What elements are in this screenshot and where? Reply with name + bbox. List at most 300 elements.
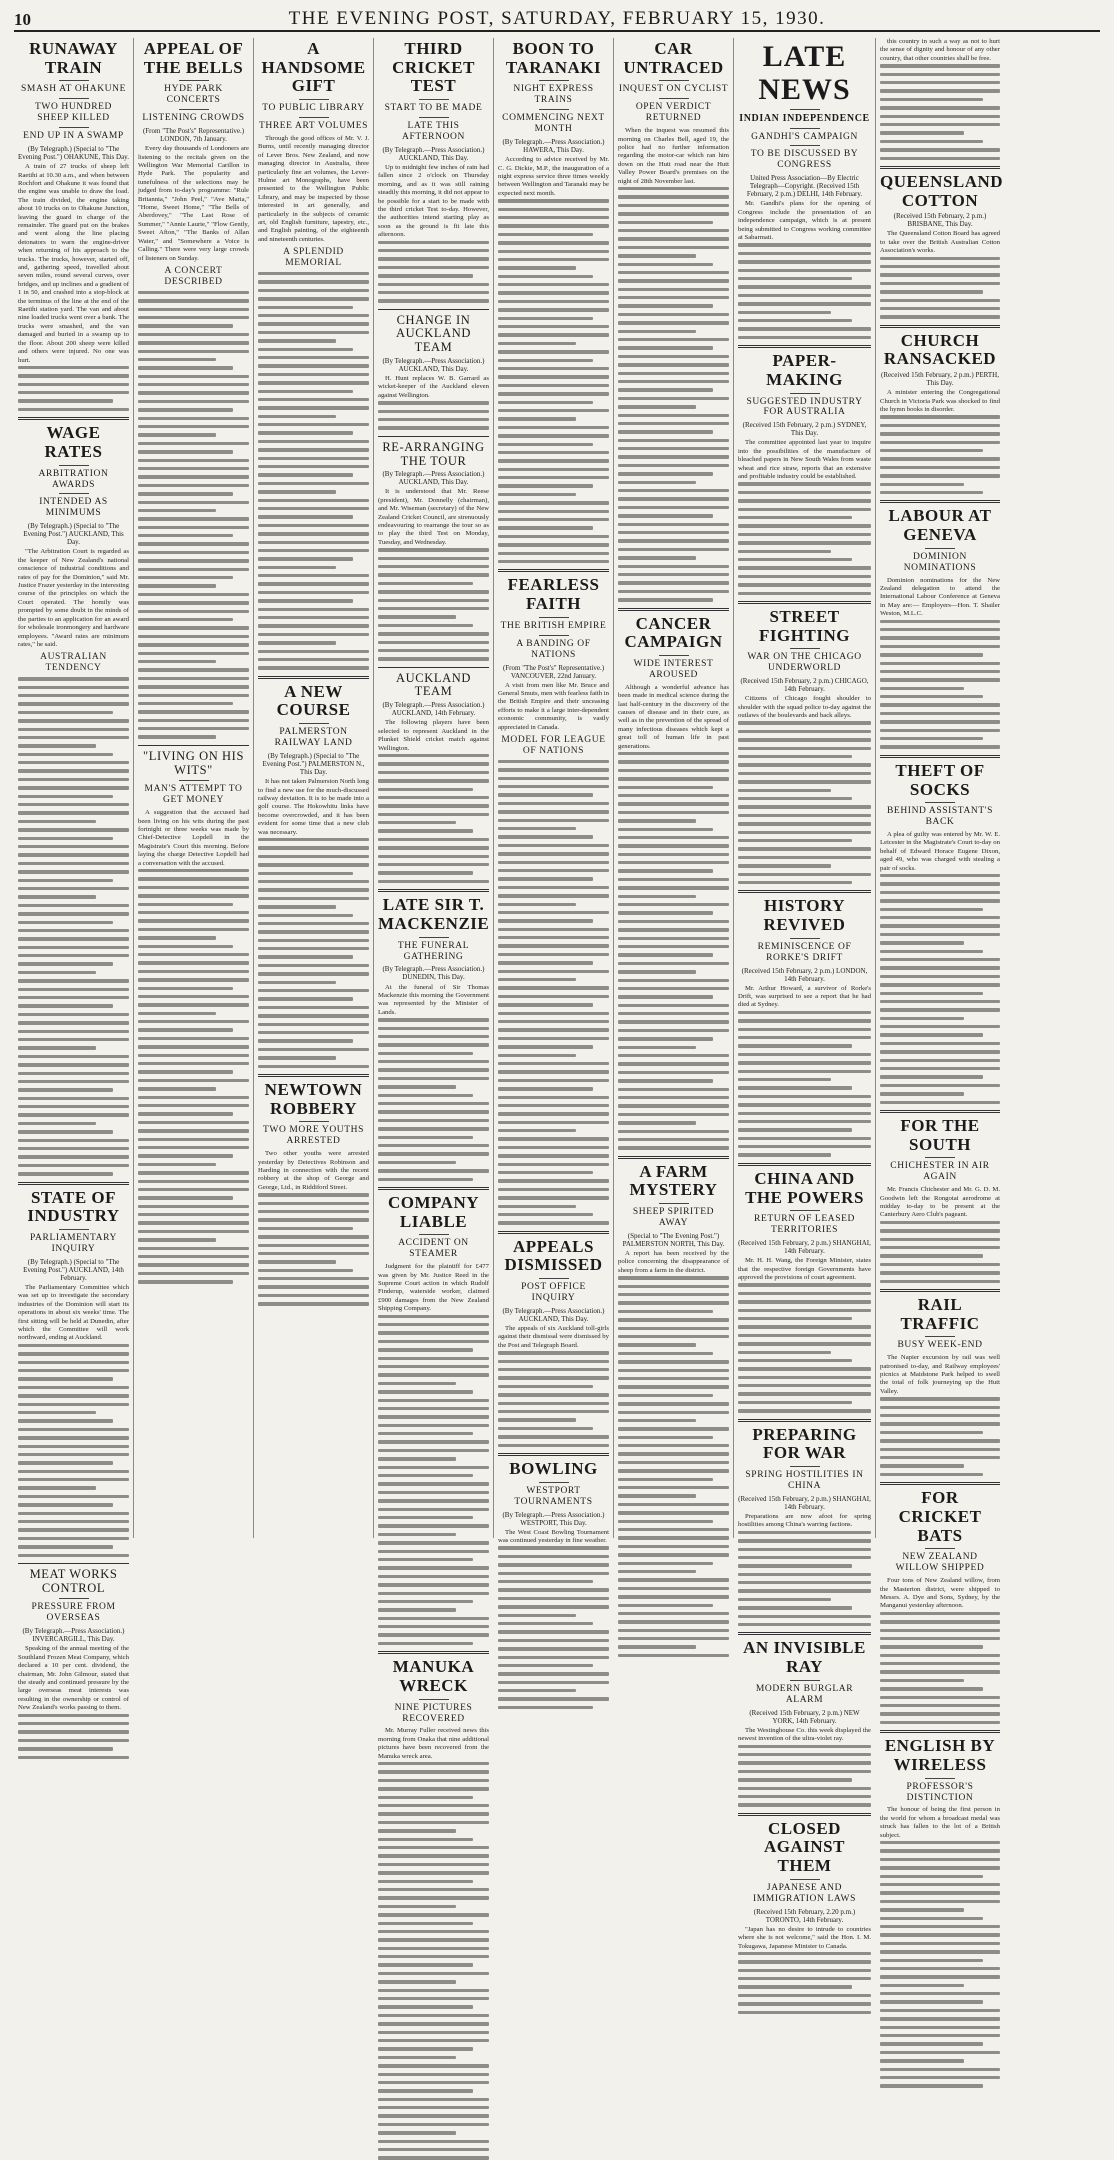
text-line (880, 1908, 964, 1911)
article-text: The Westinghouse Co. this week displayed the newest invention of the ultra-violet ray. (738, 1726, 871, 1743)
text-line (618, 1587, 729, 1590)
text-line (258, 482, 369, 485)
text-line (498, 1605, 609, 1608)
text-line (618, 1452, 729, 1455)
article-body (618, 684, 729, 1150)
text-line (18, 1063, 129, 1066)
article-divider (880, 500, 1000, 503)
text-line (378, 1060, 489, 1063)
text-line (498, 827, 576, 830)
text-line (618, 1335, 729, 1338)
article-subheading: THREE ART VOLUMES (258, 120, 369, 131)
text-line (18, 744, 96, 747)
text-line (498, 1037, 609, 1040)
text-line (618, 853, 729, 856)
text-line (618, 1385, 729, 1388)
text-line (138, 559, 249, 562)
text-line (258, 972, 369, 975)
text-line (498, 459, 609, 462)
text-line (498, 944, 609, 947)
text-line (378, 1558, 473, 1561)
text-line (618, 1293, 729, 1296)
text-line (618, 388, 713, 391)
text-line (738, 327, 871, 330)
text-line (880, 1858, 1000, 1861)
text-line (138, 660, 216, 663)
text-line (378, 1399, 489, 1402)
text-line (880, 1448, 1000, 1451)
article-subheading: OPEN VERDICT RETURNED (635, 102, 712, 124)
text-line (498, 1171, 593, 1174)
text-line (258, 608, 369, 611)
text-line (880, 131, 964, 134)
text-line (378, 1085, 456, 1088)
text-line (258, 922, 369, 925)
text-line (618, 1436, 713, 1439)
text-line (880, 620, 1000, 623)
text-line (498, 1376, 609, 1379)
text-line (258, 624, 369, 627)
text-line (378, 1575, 489, 1578)
text-line (498, 1614, 576, 1617)
article (498, 1231, 609, 1447)
text-line (880, 1422, 1000, 1425)
text-line (880, 257, 1000, 260)
text-line (880, 1092, 964, 1095)
text-line (258, 515, 353, 518)
article-subheading: ARBITRATION AWARDS (38, 468, 109, 490)
text-line (18, 1419, 113, 1422)
text-line (618, 506, 729, 509)
text-line (378, 1068, 489, 1071)
text-line (738, 747, 871, 750)
text-line (880, 695, 983, 698)
text-line (880, 1271, 1000, 1274)
text-line (378, 1407, 489, 1410)
text-line (738, 1317, 852, 1320)
text-line (258, 457, 369, 460)
text-line (618, 1595, 729, 1598)
text-line (880, 1933, 1000, 1936)
text-line (258, 465, 369, 468)
article (738, 345, 871, 595)
text-line (738, 1589, 871, 1592)
text-line (138, 710, 249, 713)
text-line (498, 510, 609, 513)
text-line (498, 869, 609, 872)
text-line (18, 1470, 129, 1473)
text-line (378, 401, 489, 404)
article-dateline: (By Telegraph.—Press Association.) AUCKLAND, This Day. (382, 470, 485, 487)
article-text: The Napier excursion by rail was well patronised to-day, and Railway employees' picnics at Maidstone Park helped to swell the total of folk journeying up the Hutt Valley. (880, 1354, 1000, 1395)
masthead (14, 0, 1100, 32)
text-line (138, 953, 249, 956)
text-line (880, 81, 1000, 84)
text-line (138, 1154, 233, 1157)
text-line (738, 277, 852, 280)
text-line (498, 1351, 609, 1354)
text-line (378, 1340, 489, 1343)
article-body (880, 1577, 1000, 1724)
text-line (378, 1152, 489, 1155)
page-number: 10 (14, 10, 31, 29)
text-line (880, 1866, 1000, 1869)
article-subheading: INQUEST ON CYCLIST (618, 84, 729, 95)
text-line (498, 434, 609, 437)
text-line (738, 583, 871, 586)
text-line (880, 449, 983, 452)
text-line (618, 514, 713, 517)
text-line (880, 2017, 1000, 2020)
text-line (498, 535, 609, 538)
text-line (618, 237, 729, 240)
text-line (258, 1285, 369, 1288)
text-line (618, 1301, 729, 1304)
text-line (138, 610, 249, 613)
text-line (618, 802, 729, 805)
article-divider (880, 325, 1000, 328)
text-line (498, 986, 609, 989)
text-line (880, 1238, 1000, 1241)
text-line (738, 1112, 871, 1115)
text-line (618, 945, 729, 948)
text-line (738, 558, 852, 561)
article-subheading: SMASH AT OHAKUNE (21, 84, 126, 95)
text-line (880, 966, 1000, 969)
article-text: The committee appointed last year to inquire into the possibilities of the manufacture of bleached papers in New South Wales from waste wheat and rice straw, reports that an extensive and profitable industry could be established. (738, 439, 871, 481)
text-line (880, 899, 1000, 902)
text-line (378, 1491, 489, 1494)
text-line (880, 983, 1000, 986)
article-subheading: PARLIAMENTARY INQUIRY (30, 1232, 117, 1254)
article-divider (880, 1730, 1000, 1733)
text-line (18, 1520, 129, 1523)
text-line (880, 1875, 983, 1878)
text-line (498, 1062, 609, 1065)
text-line (378, 1989, 489, 1992)
column-4 (374, 38, 494, 1760)
text-line (18, 1055, 129, 1058)
article-body (18, 1284, 129, 1557)
text-line (498, 1146, 609, 1149)
text-line (738, 1803, 871, 1806)
text-line (618, 760, 729, 763)
article-subheading: NIGHT EXPRESS TRAINS (513, 84, 594, 106)
text-line (738, 533, 871, 536)
article-divider (18, 1182, 129, 1185)
text-line (880, 273, 1000, 276)
text-line (618, 1394, 713, 1397)
text-line (378, 1812, 489, 1815)
text-line (618, 895, 696, 898)
text-line (498, 1121, 609, 1124)
text-line (18, 1130, 113, 1133)
text-line (738, 755, 852, 758)
text-line (258, 473, 353, 476)
text-line (738, 1581, 871, 1584)
text-line (138, 1070, 233, 1073)
text-line (18, 753, 113, 756)
text-line (138, 694, 249, 697)
text-line (138, 333, 249, 336)
text-line (738, 1778, 852, 1781)
article-divider (880, 1289, 1000, 1292)
text-line (498, 1555, 609, 1558)
text-line (738, 1359, 852, 1362)
article-subheading: PRESSURE FROM OVERSEAS (31, 1602, 116, 1624)
article-headline: CAR UNTRACED (623, 39, 724, 77)
text-line (498, 526, 593, 529)
article (258, 1074, 369, 1306)
text-line (618, 1285, 729, 1288)
article-subheading: SUGGESTED INDUSTRY FOR AUSTRALIA (746, 396, 863, 418)
text-line (738, 269, 871, 272)
article-divider (498, 1453, 609, 1456)
text-line (738, 789, 831, 792)
text-line (880, 1620, 1000, 1623)
text-line (18, 979, 129, 982)
text-line (618, 556, 696, 559)
text-line (18, 1072, 129, 1075)
article-dateline: (Received 15th February, 2.20 p.m.) TORONTO, 14th February. (753, 1907, 856, 1924)
text-line (880, 140, 983, 143)
text-line (498, 1104, 609, 1107)
text-line (880, 653, 983, 656)
text-line (498, 325, 609, 328)
text-line (18, 988, 129, 991)
text-line (618, 279, 729, 282)
text-line (498, 1656, 609, 1659)
article-dateline: (By Telegraph.—Press Association.) WESTPORT, This Day. (502, 1510, 605, 1527)
text-line (378, 1779, 489, 1782)
text-line (138, 408, 233, 411)
article-dateline: (By Telegraph.) (Special to "The Evening Post.") OHAKUNE, This Day. (18, 145, 129, 162)
text-line (18, 1164, 129, 1167)
text-line (618, 869, 713, 872)
article-body (738, 1926, 871, 2014)
text-line (498, 919, 593, 922)
text-line (18, 778, 129, 781)
text-line (378, 1043, 489, 1046)
text-line (880, 1067, 1000, 1070)
text-line (738, 1283, 871, 1286)
text-line (498, 224, 609, 227)
text-line (378, 1642, 473, 1645)
text-line (618, 565, 729, 568)
text-line (18, 1714, 129, 1717)
text-line (498, 291, 609, 294)
text-line (738, 1334, 871, 1337)
text-line (378, 2064, 489, 2067)
text-line (378, 1035, 489, 1038)
article-subheading: A BANDING OF NATIONS (516, 638, 591, 660)
text-line (378, 299, 489, 302)
text-line (618, 489, 729, 492)
text-line (618, 1104, 729, 1107)
text-line (738, 1977, 871, 1980)
text-line (18, 1486, 96, 1489)
text-line (618, 187, 729, 190)
article-dateline: (Received 15th February, 2 p.m.) BRISBANE, This Day. (893, 212, 987, 229)
text-line (498, 1213, 593, 1216)
text-line (880, 1246, 1000, 1249)
text-line (378, 1541, 489, 1544)
text-line (880, 720, 1000, 723)
article-text: The honour of being the first person in the world for whom a broadcast medal was struck has fallen to the lot of a British subject. (880, 1806, 1000, 1839)
text-line (378, 880, 489, 883)
article (880, 500, 1000, 749)
text-line (498, 1188, 609, 1191)
text-line (18, 374, 129, 377)
text-line (138, 534, 233, 537)
article (18, 417, 129, 1175)
text-line (18, 937, 129, 940)
text-line (18, 383, 129, 386)
text-line (618, 970, 696, 973)
text-line (618, 953, 713, 956)
text-line (880, 474, 1000, 477)
article-body (378, 164, 489, 303)
article-headline: FEARLESS FAITH (507, 575, 600, 614)
text-line (378, 615, 456, 618)
text-line (258, 846, 369, 849)
text-line (498, 1647, 609, 1650)
text-line (138, 1196, 233, 1199)
text-line (498, 1205, 576, 1208)
text-line (738, 2011, 871, 2014)
text-line (18, 1361, 129, 1364)
text-line (880, 2009, 1000, 2012)
article (880, 1730, 1000, 2088)
text-line (498, 258, 609, 261)
text-line (738, 1753, 871, 1756)
article-headline: ENGLISH BY WIRELESS (884, 1736, 996, 1774)
text-line (378, 2073, 489, 2076)
text-line (618, 590, 729, 593)
text-line (498, 903, 576, 906)
text-line (738, 881, 852, 884)
column-1 (14, 38, 134, 1712)
text-line (498, 978, 576, 981)
text-line (138, 995, 249, 998)
text-line (880, 483, 964, 486)
text-line (618, 1503, 729, 1506)
text-line (258, 582, 369, 585)
text-line (880, 882, 1000, 885)
text-line (378, 410, 489, 413)
text-line (880, 315, 1000, 318)
text-line (258, 390, 353, 393)
text-line (138, 668, 249, 671)
article-subheading: WAR ON THE CHICAGO UNDERWORLD (747, 652, 862, 674)
text-line (378, 582, 473, 585)
text-line (378, 1787, 489, 1790)
text-line (138, 635, 249, 638)
article-divider (738, 1163, 871, 1166)
text-line (618, 987, 729, 990)
text-line (18, 1021, 129, 1024)
text-line (880, 1704, 1000, 1707)
article-text: The Parliamentary Committee which was set up to investigate the secondary industries of the Dominion will start its operations in about six weeks' time. The first sitting will be held at Dunedin, after which the Committee will work northward, ending at Auckland. (18, 1283, 129, 1342)
text-line (618, 548, 729, 551)
text-line (258, 1006, 369, 1009)
text-line (378, 1980, 456, 1983)
text-line (880, 1612, 1000, 1615)
text-line (18, 711, 113, 714)
text-line (258, 880, 369, 883)
text-line (18, 761, 129, 764)
text-line (498, 1572, 609, 1575)
text-line (618, 1121, 696, 1124)
text-line (618, 861, 729, 864)
text-line (618, 1054, 729, 1057)
text-line (498, 1096, 609, 1099)
article-headline: LABOUR AT GENEVA (888, 506, 992, 544)
text-line (738, 2002, 871, 2005)
text-line (138, 358, 216, 361)
text-line (258, 1202, 369, 1205)
article-body (498, 1529, 609, 1710)
text-line (138, 643, 249, 646)
text-line (378, 257, 489, 260)
article-divider (738, 890, 871, 893)
text-line (498, 241, 609, 244)
text-line (738, 1103, 871, 1106)
article-body (618, 127, 729, 601)
text-line (618, 1402, 729, 1405)
text-line (498, 852, 609, 855)
text-line (618, 439, 729, 442)
text-line (738, 1960, 871, 1963)
text-line (378, 2156, 489, 2159)
text-line (880, 908, 983, 911)
text-line (498, 275, 593, 278)
text-line (138, 1180, 249, 1183)
text-line (618, 455, 729, 458)
article-subheading: RETURN OF LEASED TERRITORIES (754, 1214, 855, 1236)
article-subheading: REMINISCENCE OF RORKE'S DRIFT (757, 941, 852, 963)
text-line (18, 946, 129, 949)
text-line (378, 1608, 456, 1611)
text-line (880, 1654, 1000, 1657)
text-line (258, 297, 369, 300)
text-line (18, 1172, 113, 1175)
article-dateline: (Special to "The Evening Post.") PALMERSTON NORTH, This Day. (622, 1231, 725, 1248)
text-line (138, 492, 233, 495)
article-body (738, 1257, 871, 1412)
text-line (618, 397, 729, 400)
article-crosshead: A SPLENDID MEMORIAL (283, 247, 344, 269)
text-line (138, 735, 216, 738)
text-line (498, 970, 609, 973)
text-line (880, 1984, 964, 1987)
text-line (880, 432, 1000, 435)
text-line (258, 1218, 369, 1221)
column-2 (134, 38, 254, 1538)
text-line (378, 1938, 489, 1941)
text-line (498, 484, 593, 487)
text-line (378, 804, 489, 807)
text-line (138, 299, 249, 302)
text-line (880, 2051, 1000, 2054)
text-line (738, 814, 871, 817)
text-line (378, 1566, 489, 1569)
text-line (378, 1821, 489, 1824)
text-line (18, 1453, 129, 1456)
text-line (378, 846, 489, 849)
text-line (258, 888, 369, 891)
text-line (138, 375, 249, 378)
